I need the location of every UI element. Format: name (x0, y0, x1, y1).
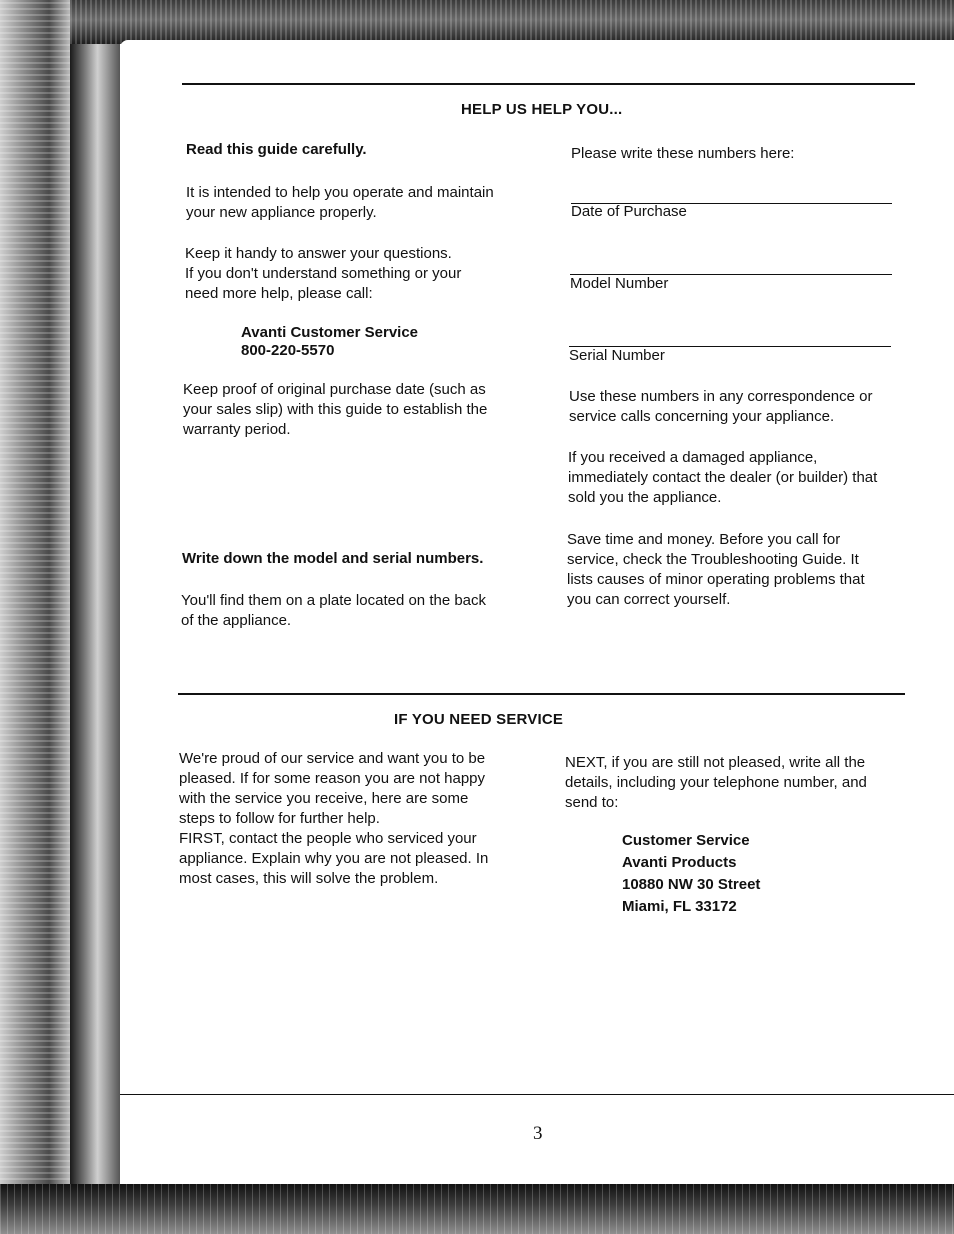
address-line-1: Customer Service (622, 832, 750, 849)
read-guide-heading: Read this guide carefully. (186, 141, 367, 158)
damaged-paragraph: If you received a damaged appliance, immediately contact the dealer (or builder) that sold you the appliance. (568, 449, 878, 506)
save-time-paragraph: Save time and money. Before you call for service, check the Troubleshooting Guide. It lists causes of minor operating problems that you can correct yourself. (567, 531, 865, 608)
write-down-heading: Write down the model and serial numbers. (182, 550, 484, 567)
use-numbers-paragraph: Use these numbers in any correspondence or service calls concerning your appliance. (569, 388, 873, 425)
serial-number-label: Serial Number (569, 347, 665, 364)
scan-edge-bottom (0, 1184, 954, 1234)
contact-name: Avanti Customer Service (241, 324, 419, 341)
keep-handy-paragraph: Keep it handy to answer your questions. If you don't understand something or your need more help, please call: (185, 245, 462, 302)
help-heading: HELP US HELP YOU... (461, 101, 623, 118)
intended-paragraph: It is intended to help you operate and maintain your new appliance properly. (186, 184, 494, 221)
find-them-paragraph: You'll find them on a plate located on the back of the appliance. (181, 592, 487, 629)
next-paragraph: NEXT, if you are still not pleased, write all the details, including your telephone number, and send to: (565, 754, 867, 811)
model-number-label: Model Number (570, 275, 669, 292)
scan-edge-top (0, 0, 954, 44)
page-number: 3 (533, 1123, 543, 1144)
please-write-text: Please write these numbers here: (571, 145, 795, 162)
address-line-4: Miami, FL 33172 (622, 898, 737, 915)
proud-paragraph: We're proud of our service and want you to be pleased. If for some reason you are not happy with the service you receive, here are some steps to follow for further help. FIRST, contact the people who serviced your appliance. Explain why you are not pleased. In most cases, this will solve the problem. (179, 750, 489, 887)
top-rule (182, 83, 915, 85)
keep-proof-paragraph: Keep proof of original purchase date (such as your sales slip) with this guide to establish the warranty period. (183, 381, 488, 438)
contact-phone: 800-220-5570 (241, 342, 335, 359)
scan-edge-left (0, 0, 70, 1234)
service-heading: IF YOU NEED SERVICE (394, 711, 564, 728)
scan-binding-shadow (70, 44, 120, 1184)
address-line-2: Avanti Products (622, 854, 737, 871)
address-line-3: 10880 NW 30 Street (622, 876, 761, 893)
date-of-purchase-label: Date of Purchase (571, 203, 687, 220)
footer-rule (120, 1094, 954, 1095)
service-rule (178, 693, 905, 695)
